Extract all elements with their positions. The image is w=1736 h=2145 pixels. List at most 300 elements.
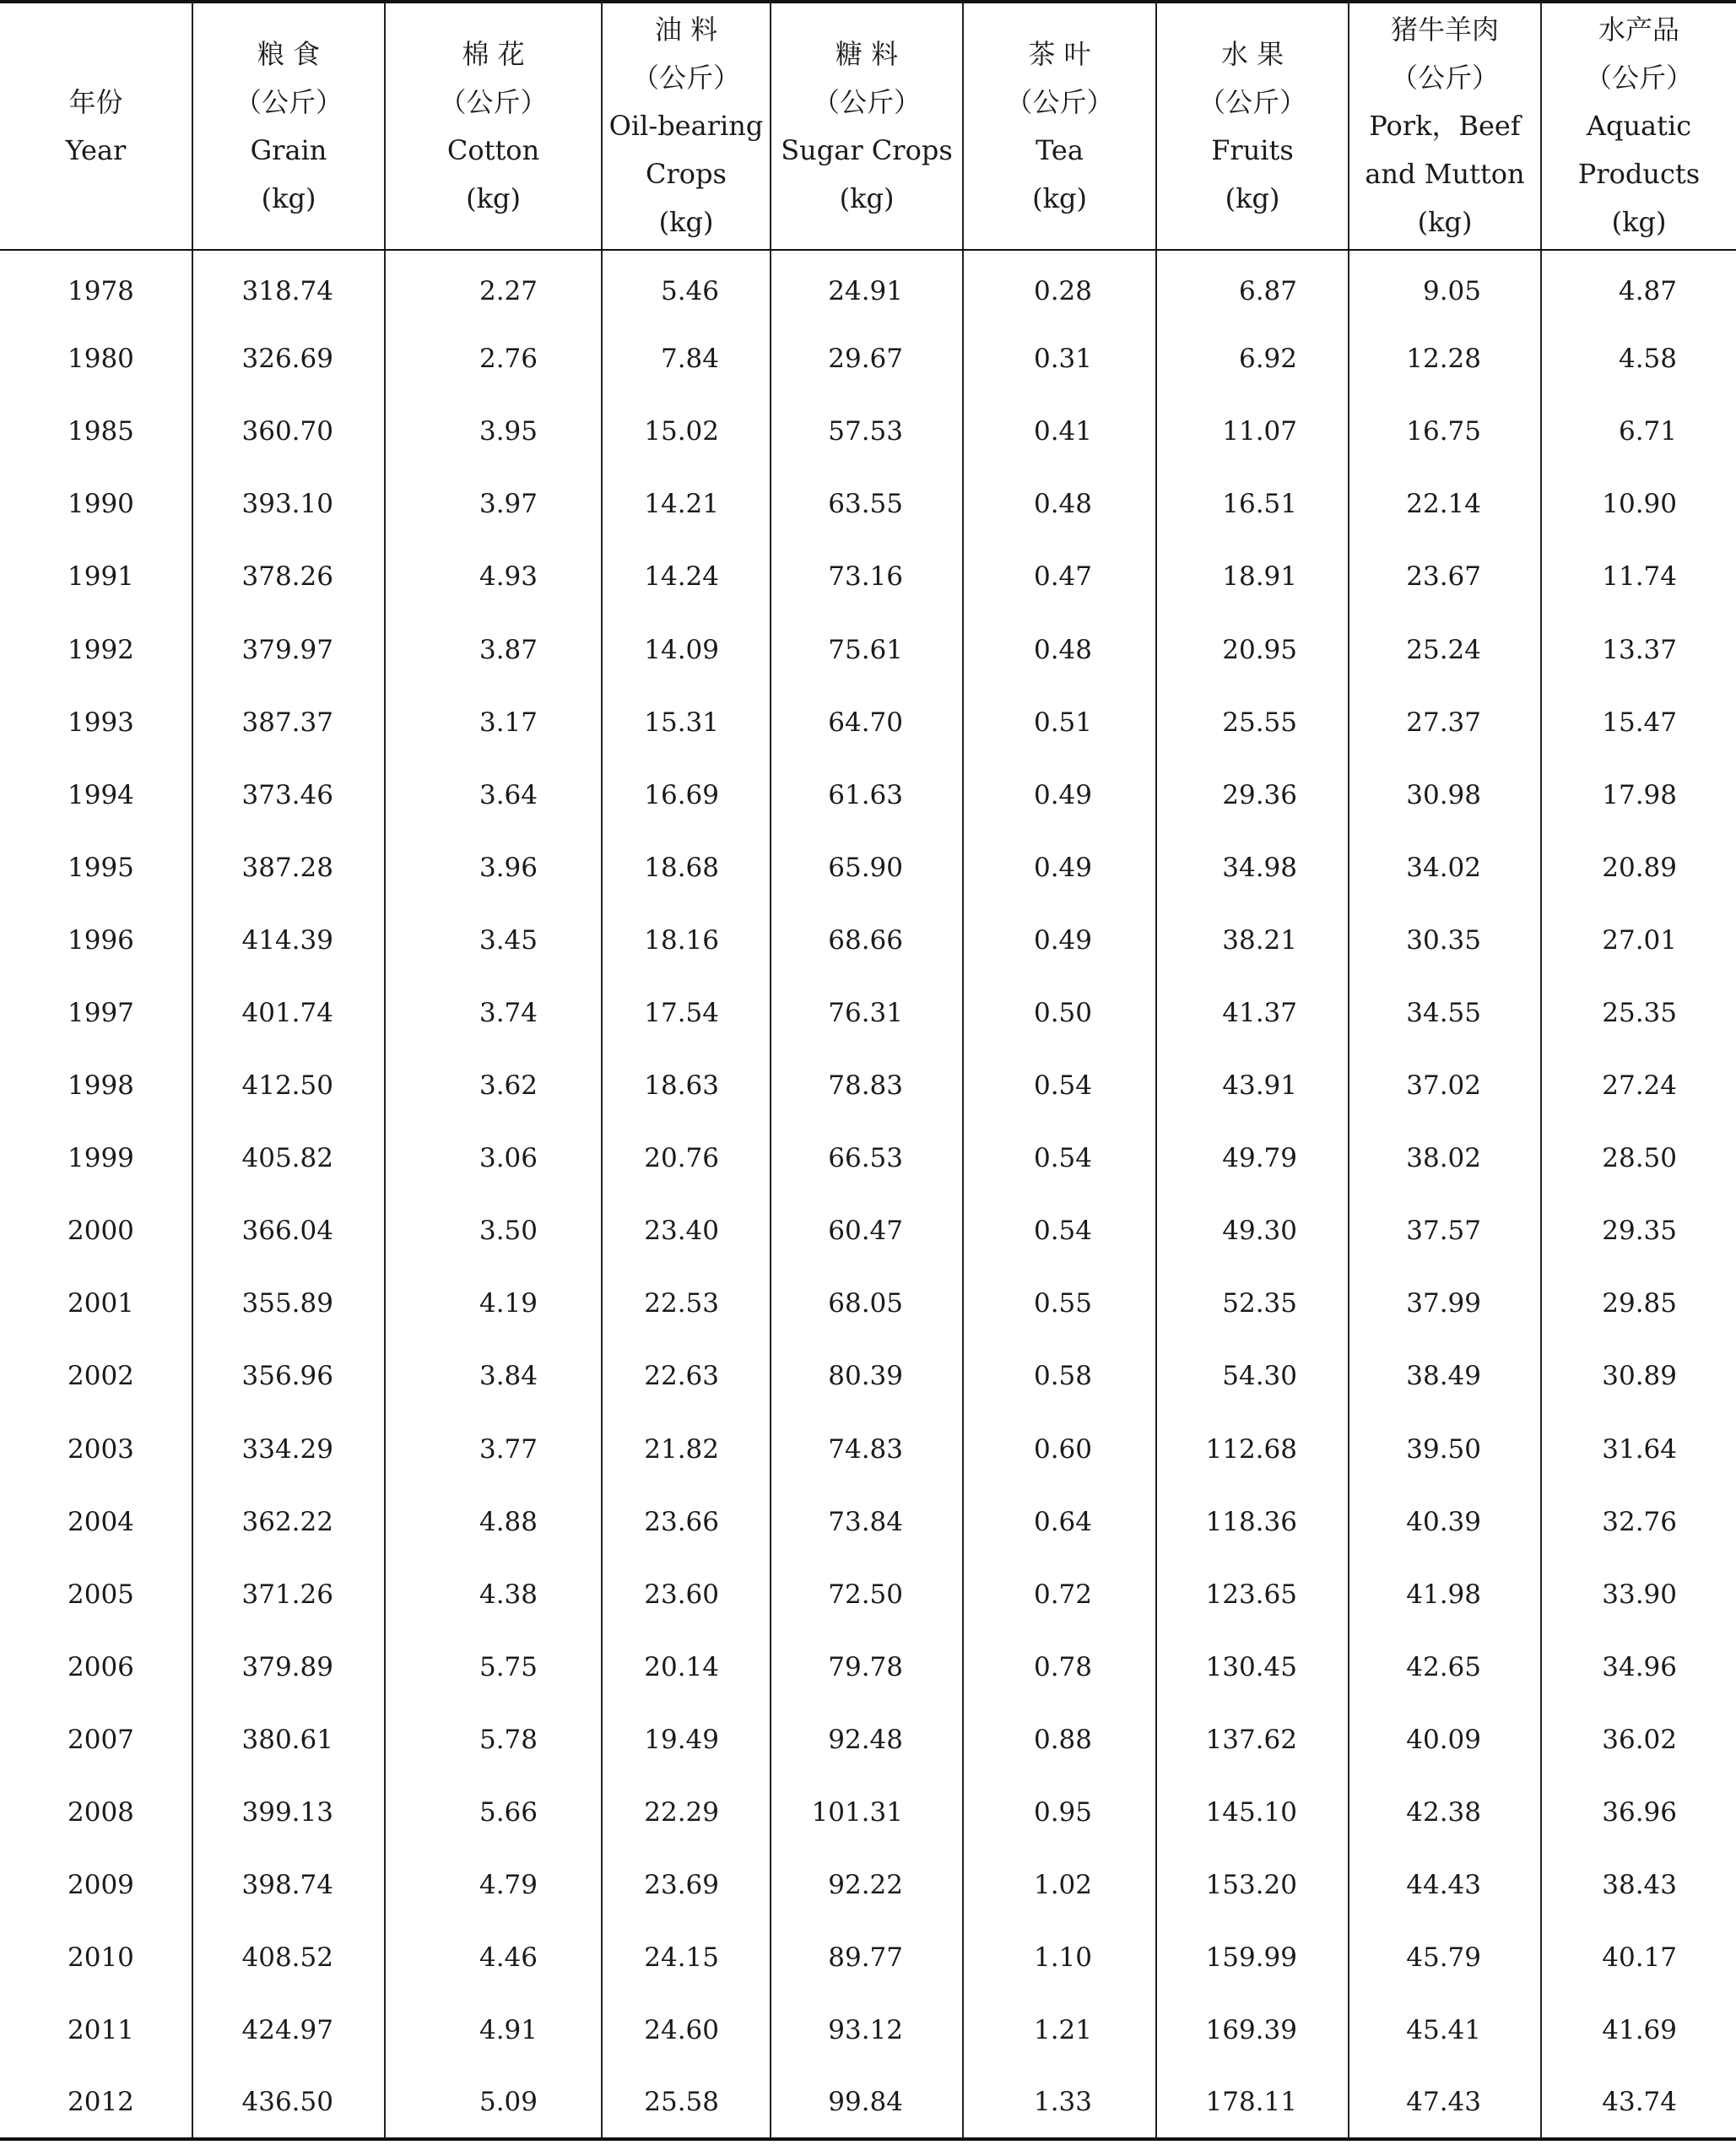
tea-cell: 0.54 [963,1122,1156,1194]
pork-beef-mutton-cell: 30.35 [1349,904,1541,977]
table-row [0,831,1736,904]
aquatic-products-cell: 41.69 [1541,1994,1736,2066]
aquatic-products-cell: 11.74 [1541,540,1736,613]
column-header-line: （公斤） [439,85,548,118]
sugar-crops-cell: 73.84 [771,1486,963,1558]
cotton-cell: 4.93 [385,540,602,613]
aquatic-products-cell: 28.50 [1541,1122,1736,1194]
cotton-cell: 4.88 [385,1486,602,1558]
aquatic-products-cell: 29.35 [1541,1194,1736,1267]
grain-cell: 334.29 [192,1413,385,1486]
year-cell: 2007 [68,1724,134,1755]
cotton-cell: 2.76 [385,322,602,395]
sugar-crops-cell: 75.61 [771,613,963,685]
column-header-line: (kg) [1032,181,1087,214]
table-row [0,322,1736,395]
column-header-line: 年份 [68,85,123,118]
fruits-cell: 43.91 [1156,1049,1349,1122]
sugar-crops-cell: 24.91 [771,250,963,322]
sugar-crops-cell: 101.31 [771,1776,963,1849]
fruits-cell: 41.37 [1156,977,1349,1049]
pork-beef-mutton-cell: 45.41 [1349,1994,1541,2066]
sugar-crops-cell: 64.70 [771,686,963,759]
fruits-cell: 123.65 [1156,1558,1349,1631]
grain-cell: 408.52 [192,1921,385,1994]
column-header-tea [963,2,1156,250]
table-row [0,904,1736,977]
oil-bearing-crops-cell: 14.24 [602,540,771,613]
year-cell: 1993 [68,707,134,738]
tea-cell: 1.33 [963,2066,1156,2139]
oil-bearing-crops-cell: 18.63 [602,1049,771,1122]
column-header-line: Oil-bearing [608,110,764,142]
tea-cell: 0.41 [963,395,1156,468]
table-row [0,1049,1736,1122]
oil-bearing-crops-cell: 20.76 [602,1122,771,1194]
column-header-line: Products [1577,158,1701,190]
tea-cell: 0.88 [963,1704,1156,1776]
year-cell: 1998 [68,1070,134,1102]
pork-beef-mutton-cell: 27.37 [1349,686,1541,759]
column-header-oil-bearing-crops [602,2,771,250]
tea-cell: 0.49 [963,904,1156,977]
grain-cell: 436.50 [192,2066,385,2139]
column-header-line: (kg) [1417,206,1473,238]
oil-bearing-crops-cell: 24.60 [602,1994,771,2066]
oil-bearing-crops-cell: 22.53 [602,1267,771,1340]
column-header-line: （公斤） [1198,85,1306,118]
year-cell: 1997 [68,997,134,1028]
fruits-cell: 6.87 [1156,250,1349,322]
fruits-cell: 38.21 [1156,904,1349,977]
column-header-grain [192,2,385,250]
fruits-cell: 169.39 [1156,1994,1349,2066]
oil-bearing-crops-cell: 21.82 [602,1413,771,1486]
table-row [0,540,1736,613]
grain-cell: 326.69 [192,322,385,395]
cotton-cell: 3.64 [385,759,602,831]
fruits-cell: 29.36 [1156,759,1349,831]
table-row [0,1558,1736,1631]
aquatic-products-cell: 15.47 [1541,686,1736,759]
pork-beef-mutton-cell: 34.55 [1349,977,1541,1049]
oil-bearing-crops-cell: 23.60 [602,1558,771,1631]
table-row [0,1921,1736,1994]
column-header-line: and Mutton [1365,158,1525,190]
oil-bearing-crops-cell: 23.66 [602,1486,771,1558]
cotton-cell: 3.96 [385,831,602,904]
cotton-cell: 3.87 [385,613,602,685]
sugar-crops-cell: 65.90 [771,831,963,904]
year-cell: 1991 [68,561,134,593]
column-header-line: Crops [646,158,727,190]
year-cell: 2012 [0,2066,192,2139]
column-header-line: Pork，Beef [1369,110,1521,142]
column-header-line: (kg) [1225,181,1280,214]
column-header-line: (kg) [261,181,316,214]
fruits-cell: 112.68 [1156,1413,1349,1486]
sugar-crops-cell: 68.66 [771,904,963,977]
pork-beef-mutton-cell: 25.24 [1349,613,1541,685]
cotton-cell: 3.06 [385,1122,602,1194]
grain-cell: 399.13 [192,1776,385,1849]
oil-bearing-crops-cell: 24.15 [602,1921,771,1994]
cotton-cell: 4.79 [385,1849,602,1921]
cotton-cell: 4.46 [385,1921,602,1994]
year-cell: 1996 [68,924,134,956]
pork-beef-mutton-cell: 30.98 [1349,759,1541,831]
oil-bearing-crops-cell: 22.29 [602,1776,771,1849]
column-header-line: 棉 花 [462,37,525,70]
pork-beef-mutton-cell: 22.14 [1349,468,1541,540]
grain-cell: 356.96 [192,1340,385,1412]
table-row [0,686,1736,759]
year-cell: 2004 [68,1506,134,1537]
pork-beef-mutton-cell: 9.05 [1349,250,1541,322]
tea-cell: 0.64 [963,1486,1156,1558]
grain-cell: 318.74 [192,250,385,322]
aquatic-products-cell: 4.58 [1541,322,1736,395]
pork-beef-mutton-cell: 40.39 [1349,1486,1541,1558]
year-cell: 1980 [68,344,134,375]
fruits-cell: 20.95 [1156,613,1349,685]
column-header-pork-beef-mutton [1349,2,1541,250]
oil-bearing-crops-cell: 5.46 [602,250,771,322]
column-header-fruits [1156,2,1349,250]
year-cell: 1990 [68,489,134,520]
sugar-crops-cell: 78.83 [771,1049,963,1122]
table-row [0,613,1736,685]
tea-cell: 0.47 [963,540,1156,613]
oil-bearing-crops-cell: 20.14 [602,1631,771,1704]
column-header-line: Sugar Crops [781,133,953,166]
tea-cell: 0.54 [963,1049,1156,1122]
pork-beef-mutton-cell: 44.43 [1349,1849,1541,1921]
tea-cell: 0.78 [963,1631,1156,1704]
oil-bearing-crops-cell: 22.63 [602,1340,771,1412]
aquatic-products-cell: 25.35 [1541,977,1736,1049]
fruits-cell: 130.45 [1156,1631,1349,1704]
cotton-cell: 3.97 [385,468,602,540]
column-header-line: Grain [250,133,327,166]
pork-beef-mutton-cell: 12.28 [1349,322,1541,395]
cotton-cell: 3.74 [385,977,602,1049]
cotton-cell: 5.75 [385,1631,602,1704]
cotton-cell: 3.50 [385,1194,602,1267]
pork-beef-mutton-cell: 37.02 [1349,1049,1541,1122]
pork-beef-mutton-cell: 41.98 [1349,1558,1541,1631]
oil-bearing-crops-cell: 7.84 [602,322,771,395]
column-header-line: 茶 叶 [1028,37,1091,70]
tea-cell: 0.48 [963,613,1156,685]
pork-beef-mutton-cell: 37.57 [1349,1194,1541,1267]
aquatic-products-cell: 27.24 [1541,1049,1736,1122]
column-header-line: 粮 食 [257,37,321,70]
table-row [0,1486,1736,1558]
grain-cell: 398.74 [192,1849,385,1921]
year-cell: 2000 [68,1216,134,1247]
column-header-line: 水 果 [1220,37,1284,70]
pork-beef-mutton-cell: 37.99 [1349,1267,1541,1340]
aquatic-products-cell: 30.89 [1541,1340,1736,1412]
sugar-crops-cell: 74.83 [771,1413,963,1486]
grain-cell: 366.04 [192,1194,385,1267]
table-row [0,977,1736,1049]
aquatic-products-cell: 27.01 [1541,904,1736,977]
grain-cell: 412.50 [192,1049,385,1122]
sugar-crops-cell: 79.78 [771,1631,963,1704]
year-cell: 2011 [68,2015,134,2046]
pork-beef-mutton-cell: 47.43 [1349,2066,1541,2139]
aquatic-products-cell: 29.85 [1541,1267,1736,1340]
column-header-line: 猪牛羊肉 [1390,14,1499,46]
oil-bearing-crops-cell: 18.68 [602,831,771,904]
column-header-line: 水产品 [1598,14,1679,46]
cotton-cell: 3.84 [385,1340,602,1412]
tea-cell: 1.21 [963,1994,1156,2066]
column-header-line: （公斤） [812,85,921,118]
oil-bearing-crops-cell: 15.31 [602,686,771,759]
tea-cell: 0.50 [963,977,1156,1049]
year-cell: 2008 [68,1797,134,1828]
tea-cell: 0.48 [963,468,1156,540]
cotton-cell: 2.27 [385,250,602,322]
pork-beef-mutton-cell: 39.50 [1349,1413,1541,1486]
pork-beef-mutton-cell: 16.75 [1349,395,1541,468]
fruits-cell: 159.99 [1156,1921,1349,1994]
aquatic-products-cell: 40.17 [1541,1921,1736,1994]
column-header-year [0,2,192,250]
oil-bearing-crops-cell: 25.58 [602,2066,771,2139]
cotton-cell: 5.09 [385,2066,602,2139]
grain-cell: 387.37 [192,686,385,759]
year-cell: 1985 [68,416,134,447]
table-row [0,1340,1736,1412]
grain-cell: 355.89 [192,1267,385,1340]
pork-beef-mutton-cell: 23.67 [1349,540,1541,613]
column-header-line: 油 料 [654,14,718,46]
sugar-crops-cell: 80.39 [771,1340,963,1412]
tea-cell: 0.28 [963,250,1156,322]
grain-cell: 379.89 [192,1631,385,1704]
grain-cell: 378.26 [192,540,385,613]
year-cell: 1995 [68,852,134,883]
year-cell: 2009 [68,1870,134,1901]
sugar-crops-cell: 92.22 [771,1849,963,1921]
pork-beef-mutton-cell: 38.49 [1349,1340,1541,1412]
sugar-crops-cell: 92.48 [771,1704,963,1776]
fruits-cell: 137.62 [1156,1704,1349,1776]
cotton-cell: 5.78 [385,1704,602,1776]
aquatic-products-cell: 10.90 [1541,468,1736,540]
oil-bearing-crops-cell: 23.40 [602,1194,771,1267]
tea-cell: 0.49 [963,759,1156,831]
year-cell: 1978 [68,275,134,306]
aquatic-products-cell: 36.96 [1541,1776,1736,1849]
pork-beef-mutton-cell: 45.79 [1349,1921,1541,1994]
grain-cell: 387.28 [192,831,385,904]
oil-bearing-crops-cell: 14.09 [602,613,771,685]
aquatic-products-cell: 32.76 [1541,1486,1736,1558]
table-row [0,468,1736,540]
fruits-cell: 153.20 [1156,1849,1349,1921]
aquatic-products-cell: 6.71 [1541,395,1736,468]
cotton-cell: 3.95 [385,395,602,468]
sugar-crops-cell: 93.12 [771,1994,963,2066]
aquatic-products-cell: 43.74 [1541,2066,1736,2139]
fruits-cell: 18.91 [1156,540,1349,613]
year-cell: 2001 [68,1288,134,1319]
oil-bearing-crops-cell: 16.69 [602,759,771,831]
tea-cell: 1.02 [963,1849,1156,1921]
column-header-line: (kg) [658,206,714,238]
table-row [0,250,1736,322]
tea-cell: 0.60 [963,1413,1156,1486]
sugar-crops-cell: 29.67 [771,322,963,395]
year-cell: 1994 [68,779,134,810]
year-cell: 1999 [68,1143,134,1174]
cotton-cell: 5.66 [385,1776,602,1849]
table-row [0,1413,1736,1486]
tea-cell: 0.54 [963,1194,1156,1267]
sugar-crops-cell: 73.16 [771,540,963,613]
year-cell: 2003 [68,1433,134,1465]
pork-beef-mutton-cell: 38.02 [1349,1122,1541,1194]
tea-cell: 0.31 [963,322,1156,395]
sugar-crops-cell: 99.84 [771,2066,963,2139]
oil-bearing-crops-cell: 23.69 [602,1849,771,1921]
column-header-line: Cotton [446,133,540,166]
table-row [0,759,1736,831]
oil-bearing-crops-cell: 14.21 [602,468,771,540]
fruits-cell: 34.98 [1156,831,1349,904]
sugar-crops-cell: 60.47 [771,1194,963,1267]
table-row [0,1122,1736,1194]
year-cell: 2006 [68,1651,134,1682]
tea-cell: 0.55 [963,1267,1156,1340]
year-cell: 2002 [68,1361,134,1392]
year-cell: 1992 [68,634,134,665]
grain-cell: 414.39 [192,904,385,977]
fruits-cell: 49.30 [1156,1194,1349,1267]
aquatic-products-cell: 33.90 [1541,1558,1736,1631]
tea-cell: 0.51 [963,686,1156,759]
table-row [0,1631,1736,1704]
aquatic-products-cell: 17.98 [1541,759,1736,831]
grain-cell: 401.74 [192,977,385,1049]
column-header-sugar-crops [771,2,963,250]
sugar-crops-cell: 66.53 [771,1122,963,1194]
column-header-cotton [385,2,602,250]
grain-cell: 405.82 [192,1122,385,1194]
year-cell: 2005 [68,1579,134,1610]
sugar-crops-cell: 72.50 [771,1558,963,1631]
table-row [0,2066,1736,2139]
fruits-cell: 49.79 [1156,1122,1349,1194]
table-row [0,1994,1736,2066]
column-header-line: （公斤） [1390,62,1499,94]
table-row [0,1194,1736,1267]
pork-beef-mutton-cell: 40.09 [1349,1704,1541,1776]
aquatic-products-cell: 4.87 [1541,250,1736,322]
column-header-line: (kg) [1611,206,1667,238]
fruits-cell: 25.55 [1156,686,1349,759]
cotton-cell: 3.77 [385,1413,602,1486]
column-header-line: （公斤） [1584,62,1693,94]
aquatic-products-cell: 20.89 [1541,831,1736,904]
fruits-cell: 178.11 [1156,2066,1349,2139]
column-header-aquatic-products [1541,2,1736,250]
tea-cell: 0.95 [963,1776,1156,1849]
pork-beef-mutton-cell: 42.65 [1349,1631,1541,1704]
grain-cell: 362.22 [192,1486,385,1558]
fruits-cell: 11.07 [1156,395,1349,468]
grain-cell: 360.70 [192,395,385,468]
table-body [0,250,1736,2139]
column-header-line: (kg) [839,181,895,214]
sugar-crops-cell: 61.63 [771,759,963,831]
tea-cell: 0.58 [963,1340,1156,1412]
aquatic-products-cell: 34.96 [1541,1631,1736,1704]
column-header-line: Fruits [1211,133,1294,166]
grain-cell: 373.46 [192,759,385,831]
table-row [0,1776,1736,1849]
fruits-cell: 16.51 [1156,468,1349,540]
aquatic-products-cell: 13.37 [1541,613,1736,685]
oil-bearing-crops-cell: 17.54 [602,977,771,1049]
table-row [0,395,1736,468]
aquatic-products-cell: 38.43 [1541,1849,1736,1921]
cotton-cell: 4.38 [385,1558,602,1631]
fruits-cell: 145.10 [1156,1776,1349,1849]
oil-bearing-crops-cell: 15.02 [602,395,771,468]
grain-cell: 371.26 [192,1558,385,1631]
grain-cell: 379.97 [192,613,385,685]
fruits-cell: 54.30 [1156,1340,1349,1412]
sugar-crops-cell: 68.05 [771,1267,963,1340]
table-row [0,1704,1736,1776]
fruits-cell: 6.92 [1156,322,1349,395]
cotton-cell: 3.62 [385,1049,602,1122]
column-header-line: Tea [1036,133,1084,166]
aquatic-products-cell: 36.02 [1541,1704,1736,1776]
tea-cell: 1.10 [963,1921,1156,1994]
tea-cell: 0.72 [963,1558,1156,1631]
cotton-cell: 3.45 [385,904,602,977]
year-cell: 2010 [68,1942,134,1974]
column-header-line: (kg) [466,181,521,214]
column-header-line: （公斤） [631,62,740,94]
grain-cell: 424.97 [192,1994,385,2066]
pork-beef-mutton-cell: 42.38 [1349,1776,1541,1849]
column-header-line: 糖 料 [835,37,899,70]
table-row [0,1849,1736,1921]
table-header-row [0,2,1736,250]
oil-bearing-crops-cell: 18.16 [602,904,771,977]
sugar-crops-cell: 57.53 [771,395,963,468]
pork-beef-mutton-cell: 34.02 [1349,831,1541,904]
fruits-cell: 52.35 [1156,1267,1349,1340]
cotton-cell: 3.17 [385,686,602,759]
column-header-line: （公斤） [1005,85,1114,118]
cotton-cell: 4.19 [385,1267,602,1340]
column-header-line: Year [65,133,127,166]
grain-cell: 380.61 [192,1704,385,1776]
sugar-crops-cell: 63.55 [771,468,963,540]
cotton-cell: 4.91 [385,1994,602,2066]
sugar-crops-cell: 76.31 [771,977,963,1049]
grain-cell: 393.10 [192,468,385,540]
